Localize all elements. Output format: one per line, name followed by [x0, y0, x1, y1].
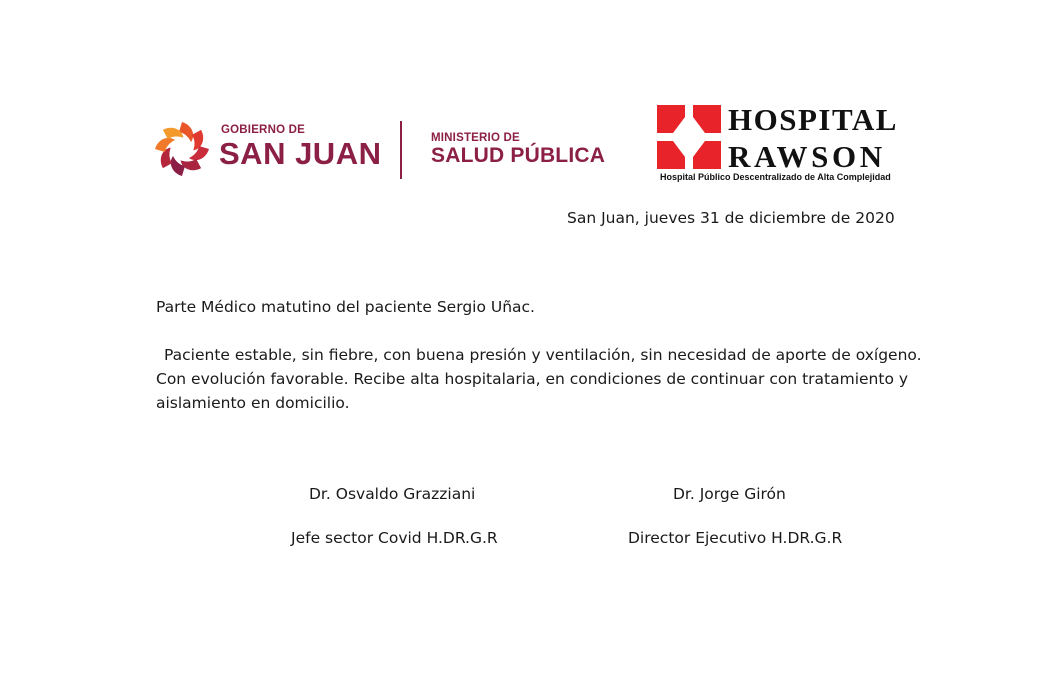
paragraph-line: Con evolución favorable. Recibe alta hospitalaria, en condiciones de continuar con tratamiento y — [156, 370, 909, 388]
signature-title: Jefe sector Covid H.DR.G.R — [291, 529, 498, 547]
hospital-title-line1: HOSPITAL — [728, 102, 898, 137]
sun-emblem-graphic — [153, 120, 211, 178]
gobierno-label-big: SAN JUAN — [219, 136, 382, 171]
signature-name: Dr. Jorge Girón — [673, 485, 786, 503]
paragraph-line: aislamiento en domicilio. — [156, 394, 350, 412]
paragraph-line: Paciente estable, sin fiebre, con buena presión y ventilación, sin necesidad de aporte de oxígeno. — [164, 346, 922, 364]
signature-name: Dr. Osvaldo Grazziani — [309, 485, 476, 503]
hospital-rawson-logo — [657, 103, 902, 185]
signature-title: Director Ejecutivo H.DR.G.R — [628, 529, 843, 547]
ministerio-label-big: SALUD PÚBLICA — [431, 144, 606, 167]
red-cross-graphic — [657, 105, 721, 169]
ministerio-label-small: MINISTERIO DE — [431, 132, 520, 144]
gobierno-label-small: GOBIERNO DE — [221, 124, 305, 136]
red-cross-icon — [657, 105, 721, 169]
hospital-subtitle: Hospital Público Descentralizado de Alta Complejidad — [660, 172, 891, 182]
document-date: San Juan, jueves 31 de diciembre de 2020 — [567, 209, 895, 227]
medical-report-paragraph — [156, 343, 956, 415]
sun-emblem-icon — [153, 120, 211, 178]
logo-divider — [400, 121, 402, 179]
document-subject: Parte Médico matutino del paciente Sergio Uñac. — [156, 298, 535, 316]
hospital-title-line2: RAWSON — [728, 139, 886, 174]
gobierno-san-juan-logo — [153, 118, 606, 182]
